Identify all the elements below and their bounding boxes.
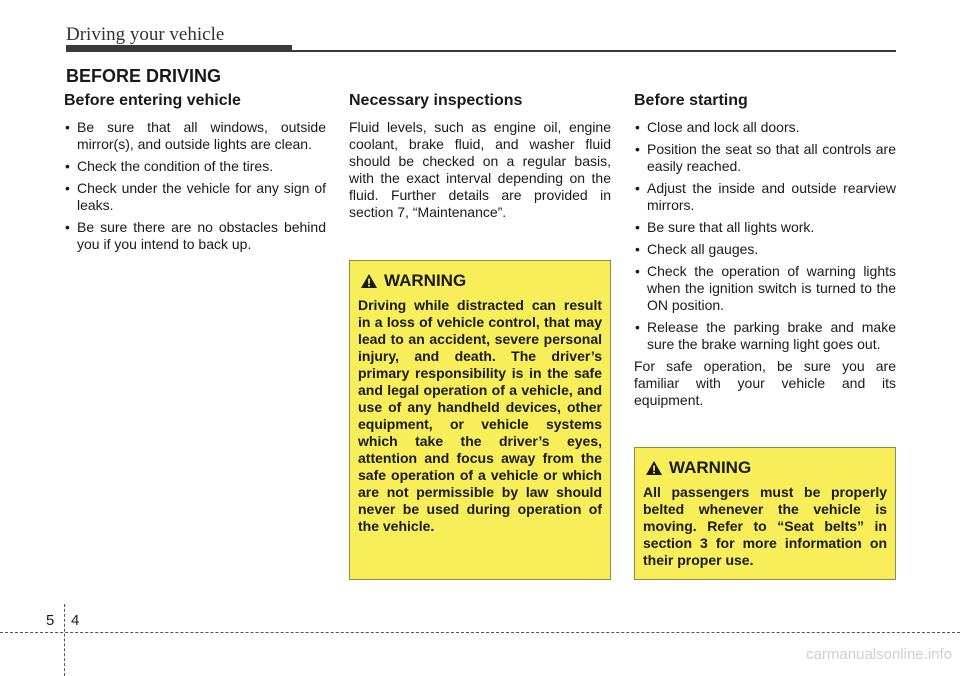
chapter-number: 5 [46, 612, 55, 629]
before-starting-list [634, 119, 896, 353]
list-item: • Check all gauges. [634, 241, 896, 258]
list-item: • Release the parking brake and make sure the brake warning light goes out. [634, 319, 896, 353]
heading-necessary-inspections: Necessary inspections [349, 92, 523, 109]
warning-title: WARNING [669, 458, 752, 477]
column-before-starting [634, 92, 896, 409]
running-header: Driving your vehicle [66, 24, 225, 45]
header-bar [66, 45, 292, 52]
column-before-entering [64, 92, 326, 258]
header-rule [292, 50, 896, 52]
list-item: • Adjust the inside and outside rearview mirrors. [634, 180, 896, 214]
list-item: • Close and lock all doors. [634, 119, 896, 136]
warning-text: All passengers must be properly belted whenever the vehicle is moving. Refer to “Seat belts” in section 3 for more information on their proper use. [643, 484, 887, 568]
warning-box-seat-belts [634, 447, 896, 580]
column-necessary-inspections [349, 92, 611, 221]
list-item: • Check under the vehicle for any sign of leaks. [64, 180, 326, 214]
list-item: • Check the condition of the tires. [64, 158, 326, 175]
warning-box-distraction [349, 260, 611, 580]
watermark: carmanualsonline.info [806, 646, 952, 663]
warning-triangle-icon [360, 273, 378, 289]
footer-divider [64, 604, 65, 676]
page-number: 4 [71, 612, 80, 629]
list-item: • Check the operation of warning lights when the ignition switch is turned to the ON position. [634, 263, 896, 314]
warning-title: WARNING [384, 271, 467, 290]
list-item: • Be sure that all windows, outside mirror(s), and outside lights are clean. [64, 119, 326, 153]
footer-rule [0, 632, 960, 633]
heading-before-starting: Before starting [634, 92, 748, 109]
heading-before-entering: Before entering vehicle [64, 92, 241, 109]
safe-operation-paragraph: For safe operation, be sure you are familiar with your vehicle and its equipment. [634, 358, 896, 408]
warning-header [643, 458, 887, 478]
inspections-paragraph: Fluid levels, such as engine oil, engine coolant, brake fluid, and washer fluid should be checked on a regular basis, with the exact interval depending on the fluid. Further details are provided in section 7, “Maintenance”. [349, 119, 611, 220]
list-item: • Be sure there are no obstacles behind you if you intend to back up. [64, 219, 326, 253]
warning-text: Driving while distracted can result in a loss of vehicle control, that may lead to an accident, severe personal injury, and death. The driver’s primary responsibility is in the safe and legal operation of a vehicle, and use of any handheld devices, other equipment, or vehicle systems which take the driver’s eyes, attention and focus away from the safe operation of a vehicle or which are not permissible by law should never be used during operation of the vehicle. [358, 297, 602, 534]
list-item: • Position the seat so that all controls are easily reached. [634, 141, 896, 175]
section-title: BEFORE DRIVING [66, 66, 222, 86]
list-item: • Be sure that all lights work. [634, 219, 896, 236]
before-entering-list [64, 119, 326, 253]
warning-header [358, 271, 602, 291]
warning-triangle-icon [645, 460, 663, 476]
